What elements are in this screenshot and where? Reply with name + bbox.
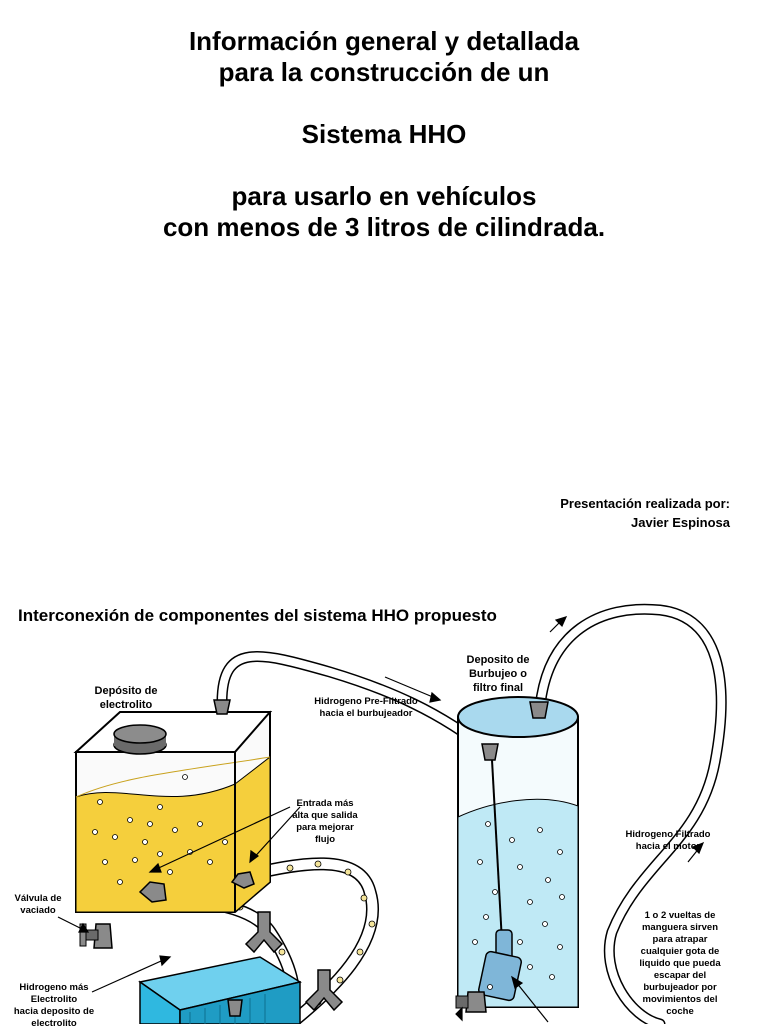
- diagram-title: Interconexión de componentes del sistema HHO propuesto: [18, 606, 497, 625]
- title-line-2: para la construcción de un: [218, 57, 550, 87]
- title-line-3: para usarlo en vehículos: [231, 181, 537, 211]
- diagram-slide: [0, 562, 768, 1029]
- label-electrolyte-tank: Depósito de electrolito: [94, 685, 158, 711]
- label-drain-valve: Válvula de vaciado: [14, 893, 62, 916]
- label-higher-inlet: Entrada más alta que salida para mejorar flujo: [292, 798, 358, 845]
- label-hose-turns: 1 o 2 vueltas de manguera sirven para atrapar cualquier gota de liquido que pueda escapar del burbujeador por movimientos del coche: [639, 910, 721, 1017]
- label-filtered-hydrogen: Hidrogeno Filtrado hacia el motor: [625, 829, 711, 852]
- credit-line-1: Presentación realizada por:: [560, 496, 730, 511]
- label-prefiltered-hydrogen: Hidrogeno Pre-Filtrado hacia el burbujeador: [314, 696, 418, 719]
- credit-line-2: Javier Espinosa: [631, 515, 730, 530]
- label-bubbler: Deposito de Burbujeo o filtro final: [466, 654, 530, 694]
- label-hydrogen-electrolyte: Hidrogeno más Electrolito hacia deposito de electrolito: [13, 982, 95, 1029]
- title-line-4: con menos de 3 litros de cilindrada.: [162, 212, 606, 242]
- author-credit: [560, 494, 730, 532]
- title-system: Sistema HHO: [301, 119, 467, 149]
- cover-title: [0, 26, 768, 243]
- title-line-1: Información general y detallada: [188, 26, 580, 56]
- electrolysis-cell: [140, 957, 300, 1024]
- bubbler-tank: [456, 697, 578, 1012]
